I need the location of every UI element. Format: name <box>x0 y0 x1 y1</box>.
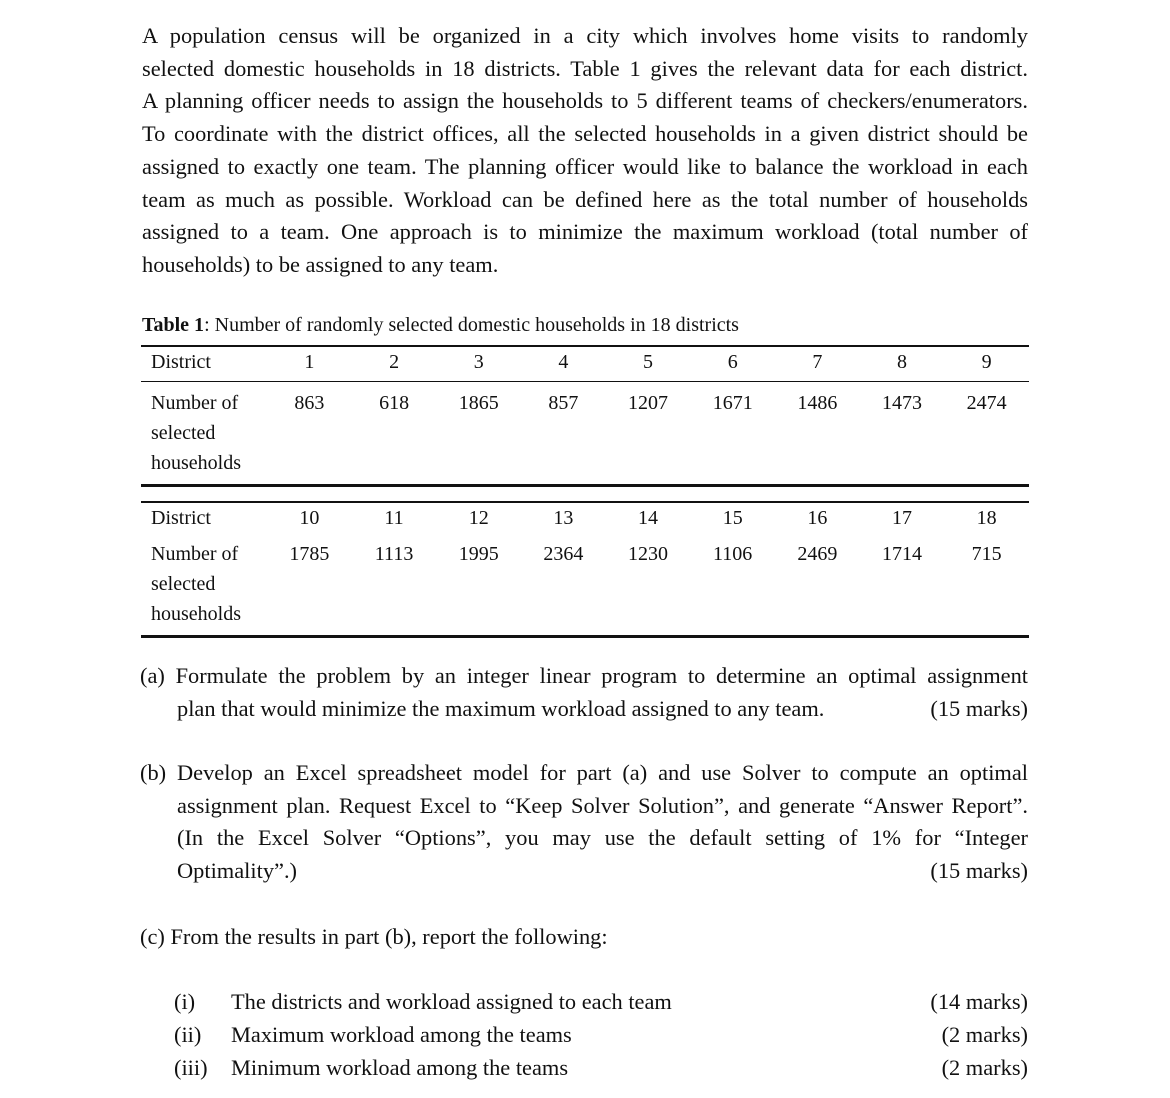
household-count: 2474 <box>966 392 1007 414</box>
household-count: 1486 <box>797 392 838 414</box>
question-c-item <box>174 985 1028 1018</box>
district-number: 10 <box>299 507 320 529</box>
item-text: The districts and workload assigned to each team <box>231 989 672 1014</box>
intro-line: assigned to exactly one team. The planning officer would like to balance the workload in each <box>142 153 1028 179</box>
question-b-line: assignment plan. Request Excel to “Keep Solver Solution”, and generate “Answer Report”. <box>177 792 1028 818</box>
households-row <box>141 382 1029 486</box>
district-label: District <box>151 351 211 373</box>
question-b-line <box>140 855 1028 888</box>
district-number: 6 <box>727 351 738 373</box>
household-count: 857 <box>548 392 579 414</box>
question-b-marks: (15 marks) <box>930 857 1028 883</box>
district-number: 17 <box>892 507 912 529</box>
household-count: 2469 <box>797 543 838 565</box>
household-count: 863 <box>294 392 325 414</box>
households-label-line: Number of <box>151 392 239 414</box>
question-a-text: plan that would minimize the maximum workload assigned to any team. <box>177 695 825 721</box>
question-b-line: (In the Excel Solver “Options”, you may use the default setting of 1% for “Integer <box>177 825 1028 850</box>
intro-line: To coordinate with the district offices, all the selected households in a given district should be <box>142 121 1028 147</box>
household-count: 618 <box>379 392 410 414</box>
item-text: Maximum workload among the teams <box>231 1022 572 1047</box>
households-label-line: selected <box>151 573 216 595</box>
district-number: 8 <box>897 351 907 373</box>
item-marks: (2 marks) <box>941 1055 1028 1080</box>
households-label-line: households <box>151 452 241 474</box>
household-count: 1106 <box>713 543 753 565</box>
district-number: 12 <box>468 507 489 529</box>
question-c <box>140 921 1028 954</box>
question-a-marks: (15 marks) <box>930 695 1028 721</box>
households-label-line: Number of <box>151 543 239 565</box>
household-count: 1473 <box>882 392 922 414</box>
district-number: 18 <box>976 507 997 529</box>
district-number: 9 <box>981 351 992 373</box>
household-count: 1113 <box>374 543 414 565</box>
question-a <box>140 660 1028 725</box>
item-text: Minimum workload among the teams <box>231 1055 569 1080</box>
district-table-part-2 <box>141 501 1029 638</box>
district-number: 15 <box>722 507 743 529</box>
household-count: 1865 <box>458 392 499 414</box>
district-number: 11 <box>384 507 404 529</box>
intro-line: selected domestic households in 18 districts. Table 1 gives the relevant data for each district. <box>142 55 1028 81</box>
households-label-line: households <box>151 603 241 625</box>
district-number: 1 <box>304 351 315 373</box>
intro-line: team as much as possible. Workload can be defined here as the total number of households <box>142 186 1028 212</box>
household-count: 1230 <box>628 543 669 565</box>
question-b <box>140 757 1028 887</box>
district-label: District <box>151 507 211 529</box>
households-row <box>141 537 1029 637</box>
district-number: 14 <box>638 507 659 529</box>
district-number: 7 <box>812 351 823 373</box>
table-caption-label: Table 1 <box>142 314 205 336</box>
intro-line: A planning officer needs to assign the households to 5 different teams of checkers/enumerators. <box>142 88 1028 114</box>
district-number: 16 <box>807 507 828 529</box>
households-label-line: selected <box>151 422 216 444</box>
intro-line: assigned to a team. One approach is to minimize the maximum workload (total number of <box>142 219 1028 245</box>
question-a-line <box>140 693 1028 726</box>
household-count: 1671 <box>712 392 753 414</box>
households-label <box>141 537 267 637</box>
district-number: 2 <box>389 351 400 373</box>
household-count: 715 <box>971 543 1002 565</box>
household-count: 1785 <box>289 543 330 565</box>
household-count: 2364 <box>543 543 584 565</box>
item-number: (ii) <box>174 1022 202 1047</box>
district-number: 5 <box>643 351 654 373</box>
item-number: (i) <box>174 989 196 1014</box>
household-count: 1714 <box>882 543 922 565</box>
item-marks: (14 marks) <box>930 989 1028 1014</box>
item-marks: (2 marks) <box>941 1022 1028 1047</box>
district-number: 4 <box>558 351 569 373</box>
district-number: 3 <box>473 351 484 373</box>
district-table-part-1 <box>141 345 1029 487</box>
district-number: 13 <box>553 507 574 529</box>
district-header-row <box>141 502 1029 537</box>
question-c-item <box>174 1018 1028 1051</box>
question-c-items <box>174 985 1028 1084</box>
household-count: 1995 <box>458 543 499 565</box>
question-c-item <box>174 1051 1028 1084</box>
table-caption-text: : Number of randomly selected domestic households in 18 districts <box>204 314 739 336</box>
district-header-row <box>141 346 1029 382</box>
question-b-line: (b) Develop an Excel spreadsheet model for part (a) and use Solver to compute an optimal <box>140 760 1028 785</box>
question-a-line: (a) Formulate the problem by an integer linear program to determine an optimal assignment <box>140 663 1028 688</box>
item-number: (iii) <box>174 1055 208 1080</box>
table-caption <box>142 314 739 337</box>
intro-line: A population census will be organized in a city which involves home visits to randomly <box>142 23 1028 48</box>
question-b-text: Optimality”.) <box>177 857 298 883</box>
households-label <box>141 382 267 486</box>
question-c-line: (c) From the results in part (b), report the following: <box>140 924 608 949</box>
intro-line: households) to be assigned to any team. <box>142 251 499 277</box>
intro-paragraph <box>142 20 1028 282</box>
household-count: 1207 <box>628 392 669 414</box>
